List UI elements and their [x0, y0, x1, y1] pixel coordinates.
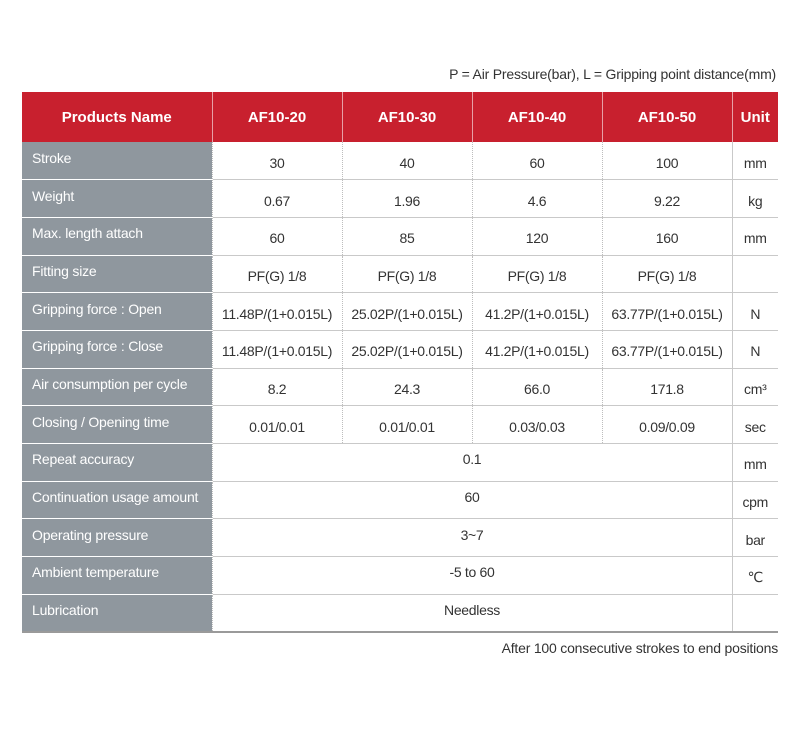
row-label: Gripping force : Close	[22, 330, 212, 368]
cell-unit: N	[732, 330, 778, 368]
cell-value: 41.2P/(1+0.015L)	[472, 330, 602, 368]
row-label: Weight	[22, 180, 212, 218]
cell-value: 60	[472, 142, 602, 180]
row-label: Gripping force : Open	[22, 293, 212, 331]
cell-value: 4.6	[472, 180, 602, 218]
table-row-air-consumption	[22, 368, 778, 406]
cell-unit: mm	[732, 142, 778, 180]
row-label: Repeat accuracy	[22, 444, 212, 482]
cell-value: PF(G) 1/8	[342, 255, 472, 293]
cell-value: 0.67	[212, 180, 342, 218]
header-model: AF10-50	[602, 92, 732, 142]
header-products-name: Products Name	[22, 92, 212, 142]
cell-value: 0.09/0.09	[602, 406, 732, 444]
top-note: P = Air Pressure(bar), L = Gripping point distance(mm)	[449, 66, 776, 82]
cell-unit: N	[732, 293, 778, 331]
table-row-repeat-accuracy	[22, 444, 778, 482]
table-row-gripping-force-open	[22, 293, 778, 331]
header-row	[22, 92, 778, 142]
cell-unit: mm	[732, 217, 778, 255]
cell-value: 60	[212, 481, 732, 519]
table-row-continuation-usage	[22, 481, 778, 519]
row-label: Closing / Opening time	[22, 406, 212, 444]
row-label: Lubrication	[22, 594, 212, 632]
cell-value: 41.2P/(1+0.015L)	[472, 293, 602, 331]
cell-value: 66.0	[472, 368, 602, 406]
cell-unit	[732, 594, 778, 632]
cell-value: 11.48P/(1+0.015L)	[212, 293, 342, 331]
cell-value: 3~7	[212, 519, 732, 557]
table-row-gripping-force-close	[22, 330, 778, 368]
cell-value: Needless	[212, 594, 732, 632]
cell-value: 0.1	[212, 444, 732, 482]
table-row-closing-opening-time	[22, 406, 778, 444]
cell-value: -5 to 60	[212, 557, 732, 595]
cell-value: 24.3	[342, 368, 472, 406]
cell-value: 60	[212, 217, 342, 255]
cell-value: 9.22	[602, 180, 732, 218]
cell-value: 0.01/0.01	[212, 406, 342, 444]
cell-unit: mm	[732, 444, 778, 482]
header-model: AF10-20	[212, 92, 342, 142]
table-row-fitting-size	[22, 255, 778, 293]
cell-value: 30	[212, 142, 342, 180]
row-label: Max. length attach	[22, 217, 212, 255]
header-unit: Unit	[732, 92, 778, 142]
cell-value: 11.48P/(1+0.015L)	[212, 330, 342, 368]
cell-value: 85	[342, 217, 472, 255]
cell-value: 0.01/0.01	[342, 406, 472, 444]
table-row-weight	[22, 180, 778, 218]
cell-value: 63.77P/(1+0.015L)	[602, 330, 732, 368]
cell-value: 120	[472, 217, 602, 255]
cell-value: 8.2	[212, 368, 342, 406]
row-label: Fitting size	[22, 255, 212, 293]
cell-value: PF(G) 1/8	[212, 255, 342, 293]
cell-unit: bar	[732, 519, 778, 557]
header-model: AF10-30	[342, 92, 472, 142]
cell-value: 25.02P/(1+0.015L)	[342, 330, 472, 368]
cell-value: 171.8	[602, 368, 732, 406]
cell-unit: sec	[732, 406, 778, 444]
row-label: Stroke	[22, 142, 212, 180]
cell-unit: ℃	[732, 557, 778, 595]
table-row-lubrication	[22, 594, 778, 632]
table-row-operating-pressure	[22, 519, 778, 557]
row-label: Operating pressure	[22, 519, 212, 557]
header-model: AF10-40	[472, 92, 602, 142]
cell-value: 63.77P/(1+0.015L)	[602, 293, 732, 331]
cell-unit: cm³	[732, 368, 778, 406]
cell-value: 1.96	[342, 180, 472, 218]
table-row-ambient-temperature	[22, 557, 778, 595]
cell-unit: kg	[732, 180, 778, 218]
spec-table	[22, 92, 778, 633]
table-row-stroke	[22, 142, 778, 180]
cell-value: 100	[602, 142, 732, 180]
cell-value: PF(G) 1/8	[472, 255, 602, 293]
row-label: Ambient temperature	[22, 557, 212, 595]
row-label: Air consumption per cycle	[22, 368, 212, 406]
cell-unit: cpm	[732, 481, 778, 519]
cell-unit	[732, 255, 778, 293]
table-row-max-length-attach	[22, 217, 778, 255]
row-label: Continuation usage amount	[22, 481, 212, 519]
bottom-note: After 100 consecutive strokes to end positions	[501, 640, 778, 656]
cell-value: 40	[342, 142, 472, 180]
cell-value: 0.03/0.03	[472, 406, 602, 444]
cell-value: 160	[602, 217, 732, 255]
cell-value: 25.02P/(1+0.015L)	[342, 293, 472, 331]
cell-value: PF(G) 1/8	[602, 255, 732, 293]
